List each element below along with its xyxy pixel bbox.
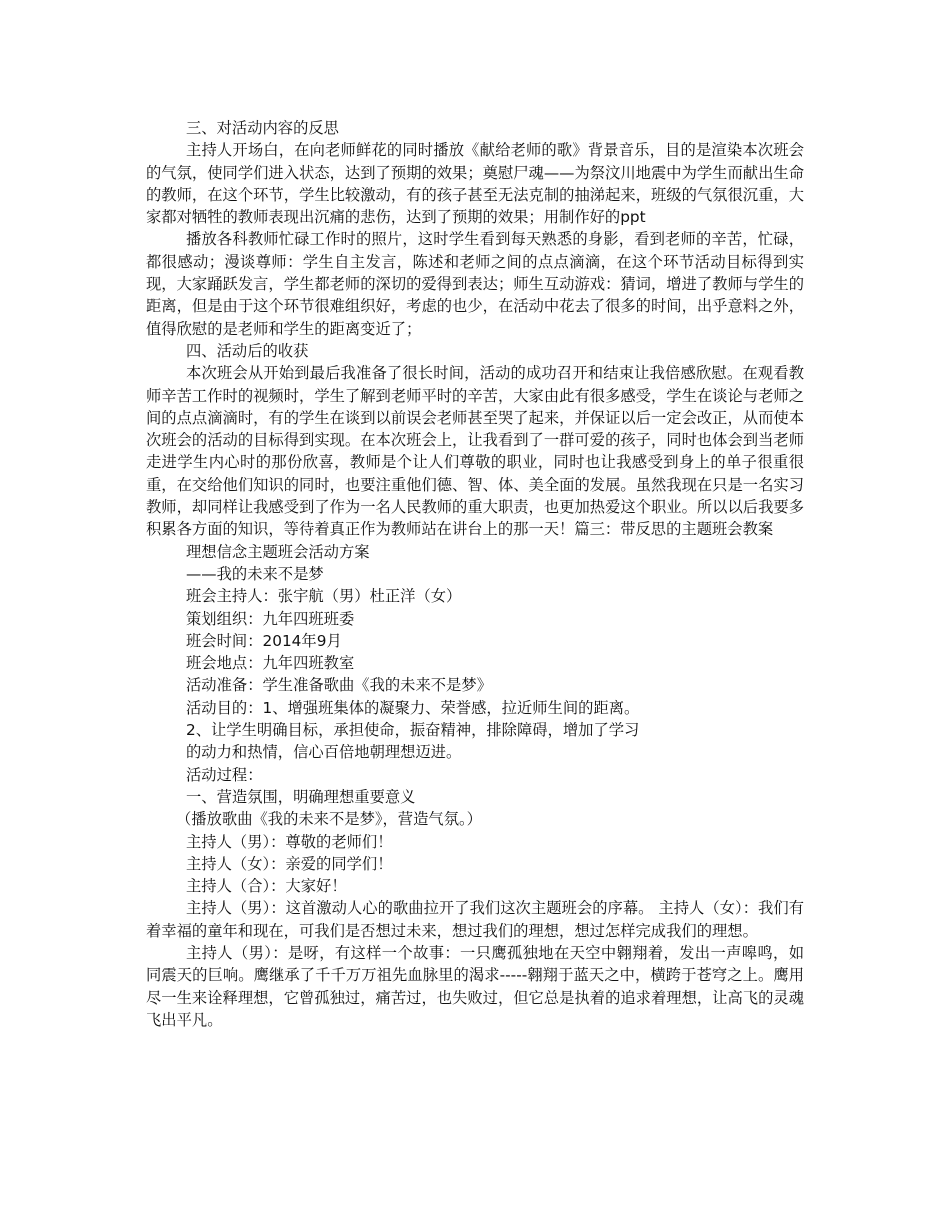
plan-hosts: 班会主持人：张宇航（男）杜正洋（女） [186,587,462,606]
paragraph-gains: 本次班会从开始到最后我准备了很长时间，活动的成功召开和结束让我倍感欣慰。在观看教师辛苦工作时的视频时，学生了解到老师平时的辛苦，大家由此有很多感受，学生在谈论与老师之间的点点滴滴时，有的学生在谈到以前误会老师甚至哭了起来，并保证以后一定会改正，从而使本次班会的活动的目标得到实现。在本次班会上，让我看到了一群可爱的孩子，同时也体会到当老师走进学生内心时的那份欣喜，教师是个让人们尊敬的职业，同时也让我感受到身上的单子很重很重，在交给他们知识的同时，也要注重他们德、智、体、美全面的发展。虽然我现在只是一名实习教师，却同样让我感受到了作为一名人民教师的重大职责，也更加热爱这个职业。所以以后我要多积累各方面的知识，等待着真正作为教师站在讲台上的那一天！篇三：带反思的主题班会教案 [146,364,804,539]
dialogue-line-2: 主持人（女）：亲爱的同学们！ [186,854,393,873]
plan-title: 理想信念主题班会活动方案 [186,542,370,561]
dialogue-line-5: 主持人（男）：是呀，有这样一个故事：一只鹰孤独地在天空中翱翔着，发出一声嗥鸣，如同震天的巨响。鹰继承了千千万万祖先血脉里的渴求-----翱翔于蓝天之中，横跨于苍穹之上。鹰用尽一生来诠释理想，它曾孤独过，痛苦过，也失败过，但它总是执着的追求着理想，让高飞的灵魂飞出平凡。 [146,943,804,1029]
dialogue-line-3: 主持人（合）：大家好！ [186,877,347,896]
plan-location: 班会地点：九年四班教室 [186,654,355,673]
section-heading-reflection: 三、对活动内容的反思 [186,119,339,137]
dialogue-line-1: 主持人（男）：尊敬的老师们！ [186,832,393,851]
plan-process-heading: 活动过程： [186,765,263,784]
plan-purpose-2-cont: 的动力和热情，信心百倍地朝理想迈进。 [186,743,462,762]
section-heading-gains: 四、活动后的收获 [186,341,309,360]
plan-preparation: 活动准备：学生准备歌曲《我的未来不是梦》 [186,676,492,695]
plan-step-1-heading: 一、营造氛围，明确理想重要意义 [186,787,416,806]
plan-time: 班会时间：2014年9月 [186,631,342,650]
plan-purpose-1: 活动目的：1、增强班集体的凝聚力、荣誉感，拉近师生间的距离。 [186,698,640,717]
dialogue-line-4: 主持人（男）：这首激动人心的歌曲拉开了我们这次主题班会的序幕。 主持人（女）：我们有着幸福的童年和现在，可我们是否想过未来，想过我们的理想，想过怎样完成我们的理想。 [146,899,804,940]
plan-subtitle: ——我的未来不是梦 [186,564,324,583]
plan-organizer: 策划组织：九年四班班委 [186,609,355,628]
plan-purpose-2: 2、让学生明确目标，承担使命，振奋精神，排除障碍，增加了学习 [186,721,640,740]
plan-step-1-note: （播放歌曲《我的未来不是梦》，营造气氛。） [176,810,482,829]
paragraph-photos: 播放各科教师忙碌工作时的照片，这时学生看到每天熟悉的身影，看到老师的辛苦，忙碌，都很感动；漫谈尊师：学生自主发言，陈述和老师之间的点点滴滴，在这个环节活动目标得到实现，大家踊跃发言，学生都老师的深切的爱得到表达；师生互动游戏：猜词，增进了教师与学生的距离，但是由于这个环节很难组织好，考虑的也少，在活动中花去了很多的时间，出乎意料之外，值得欣慰的是老师和学生的距离变近了； [146,230,804,338]
document-body [146,117,804,1031]
paragraph-opening: 主持人开场白，在向老师鲜花的同时播放《献给老师的歌》背景音乐，目的是渲染本次班会的气氛，使同学们进入状态，达到了预期的效果；奠慰尸魂——为祭汶川地震中为学生而献出生命的教师，在这个环节，学生比较激动，有的孩子甚至无法克制的抽涕起来，班级的气氛很沉重，大家都对牺牲的教师表现出沉痛的悲伤，达到了预期的效果；用制作好的ppt [146,141,804,227]
